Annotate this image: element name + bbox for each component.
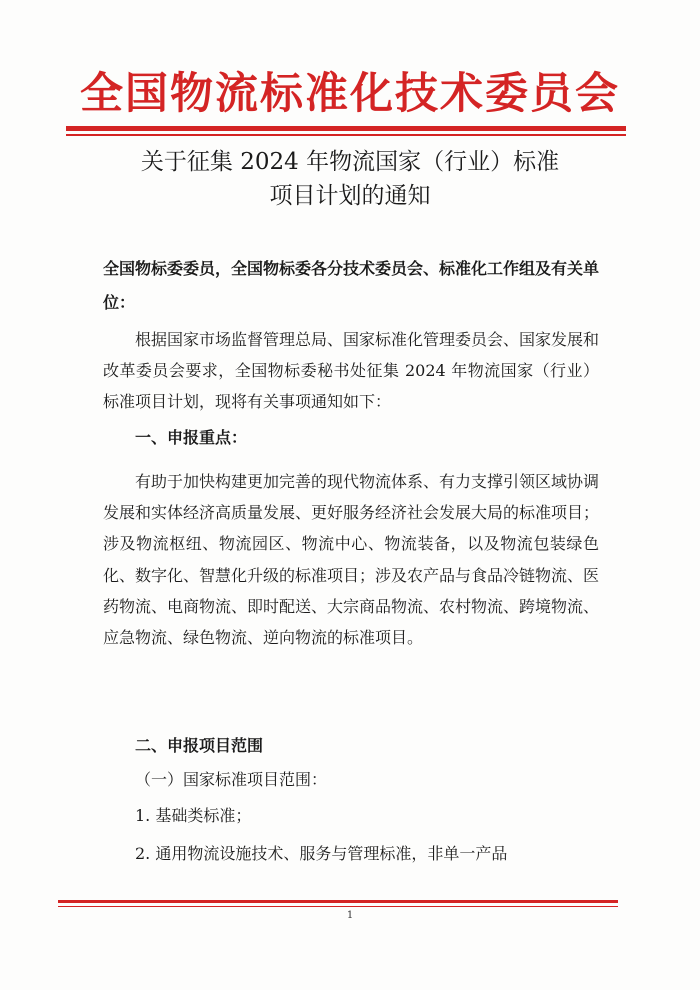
list-item: 1. 基础类标准； [135, 806, 252, 825]
list-item: 2. 通用物流设施技术、服务与管理标准，非单一产品 [135, 844, 508, 863]
addressee: 全国物标委委员，全国物标委各分技术委员会、标准化工作组及有关单位： [103, 259, 600, 312]
notice-title-line2: 项目计划的通知 [269, 183, 431, 209]
letterhead-title: 全国物流标准化技术委员会 [80, 69, 620, 119]
intro-paragraph: 根据国家市场监督管理总局、国家标准化管理委员会、国家发展和改革委员会要求，全国物标委秘书处征集 2024 年物流国家（行业）标准项目计划，现将有关事项通知如下： [103, 330, 600, 412]
letterhead-rule-thick [66, 126, 626, 131]
page-number: 1 [346, 910, 354, 921]
section2-subheading: （一）国家标准项目范围： [135, 770, 328, 789]
section1-heading: 一、申报重点： [135, 428, 248, 447]
footer-rule-thick [58, 900, 618, 903]
footer-rule-thin [58, 906, 618, 907]
notice-title-line1: 关于征集 2024 年物流国家（行业）标准 [140, 149, 560, 175]
section2-heading: 二、申报项目范围 [135, 736, 264, 755]
section1-paragraph: 有助于加快构建更加完善的现代物流体系、有力支撑引领区域协调发展和实体经济高质量发展、更好服务经济社会发展大局的标准项目；涉及物流枢纽、物流园区、物流中心、物流装备，以及物流包装绿色化、数字化、智慧化升级的标准项目；涉及农产品与食品冷链物流、医药物流、电商物流、即时配送、大宗商品物流、农村物流、跨境物流、应急物流、绿色物流、逆向物流的标准项目。 [103, 472, 600, 648]
letterhead-rule-thin [66, 134, 626, 136]
